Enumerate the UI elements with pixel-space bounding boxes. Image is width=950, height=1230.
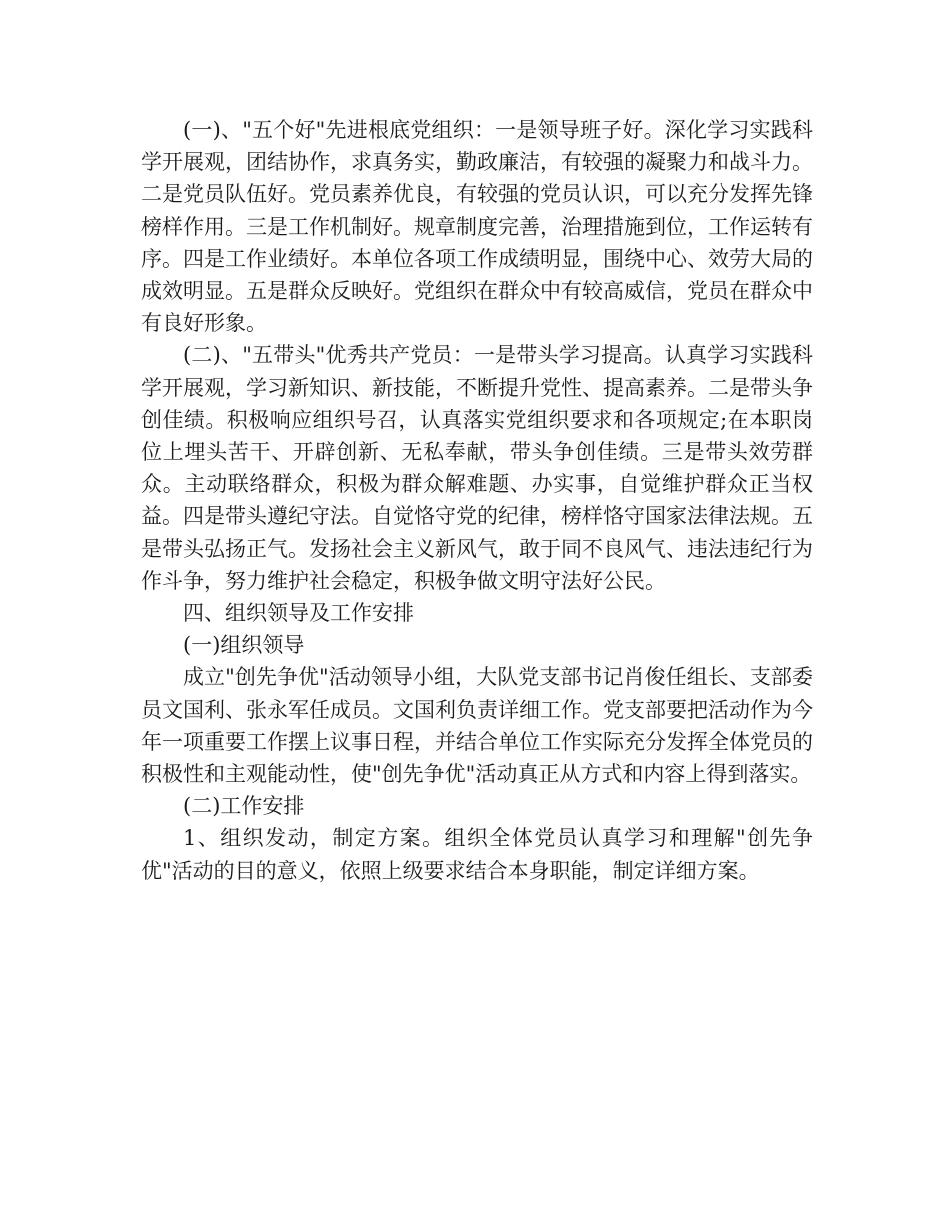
paragraph-leadership-group: 成立"创先争优"活动领导小组，大队党支部书记肖俊任组长、支部委员文国利、张永军任成员。文国利负责详细工作。党支部要把活动作为今年一项重要工作摆上议事日程，并结合单位工作实际充分发挥全体党员的积极性和主观能动性，使"创先争优"活动真正从方式和内容上得到落实。 (141, 665, 813, 787)
subheading-work-arrangement: (二)工作安排 (183, 794, 305, 819)
section-heading-organization: 四、组织领导及工作安排 (183, 601, 414, 626)
paragraph-five-lead-members: (二)、"五带头"优秀共产党员：一是带头学习提高。认真学习实践科学开展观，学习新知识、新技能，不断提升党性、提高素养。二是带头争创佳绩。积极响应组织号召，认真落实党组织要求和各项规定;在本职岗位上埋头苦干、开辟创新、无私奉献，带头争创佳绩。三是带头效劳群众。主动联络群众，积极为群众解难题、办实事，自觉维护群众正当权益。四是带头遵纪守法。自觉恪守党的纪律，榜样恪守国家法律法规。五是带头弘扬正气。发扬社会主义新风气，敢于同不良风气、违法违纪行为作斗争，努力维护社会稳定，积极争做文明守法好公民。 (141, 343, 813, 593)
subheading-leadership: (一)组织领导 (183, 633, 305, 658)
paragraph-step-one: 1、组织发动，制定方案。组织全体党员认真学习和理解"创先争优"活动的目的意义，依照上级要求结合本身职能，制定详细方案。 (141, 826, 813, 883)
document-page (141, 114, 813, 887)
paragraph-five-good-organization: (一)、"五个好"先进根底党组织：一是领导班子好。深化学习实践科学开展观，团结协作，求真务实，勤政廉洁，有较强的凝聚力和战斗力。二是党员队伍好。党员素养优良，有较强的党员认识，可以充分发挥先锋榜样作用。三是工作机制好。规章制度完善，治理措施到位，工作运转有序。四是工作业绩好。本单位各项工作成绩明显，围绕中心、效劳大局的成效明显。五是群众反映好。党组织在群众中有较高威信，党员在群众中有良好形象。 (141, 118, 813, 336)
